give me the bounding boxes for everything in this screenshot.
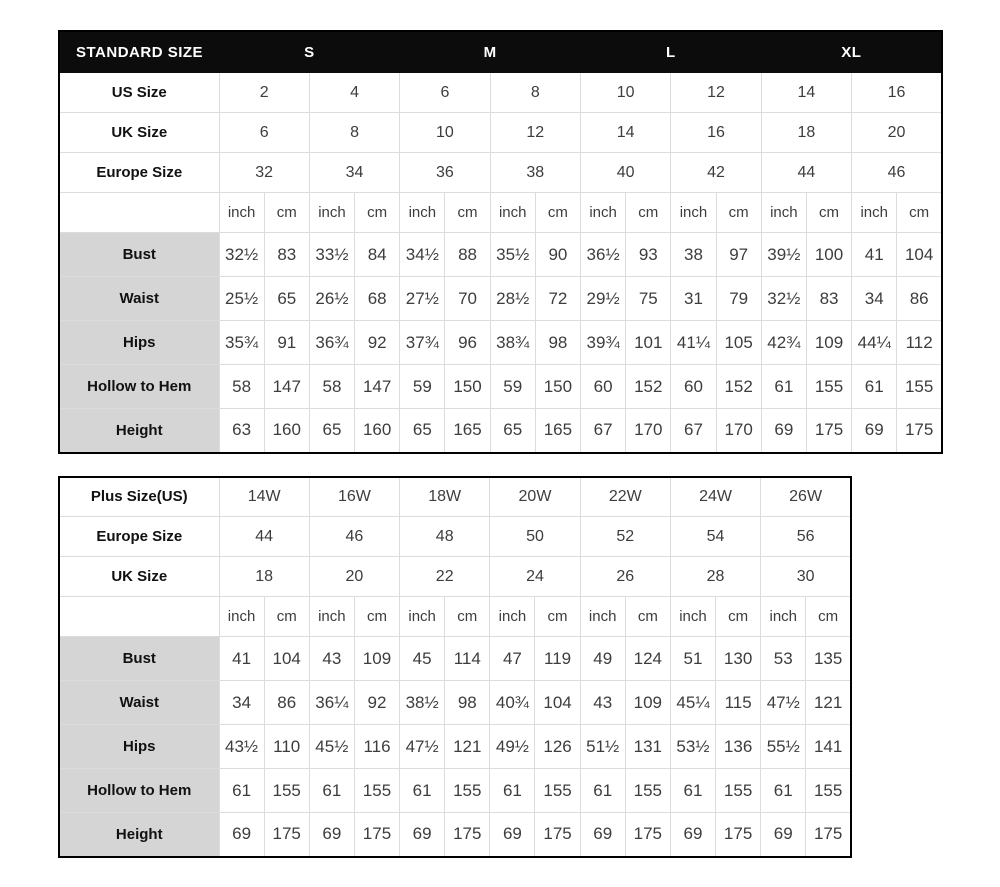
measure-value-cell: 35¾ bbox=[219, 321, 264, 365]
row-label: Waist bbox=[59, 681, 219, 725]
row-label: Hips bbox=[59, 321, 219, 365]
size-value-cell: 20 bbox=[852, 113, 942, 153]
measure-value-cell: 147 bbox=[264, 365, 309, 409]
measure-value-cell: 63 bbox=[219, 409, 264, 453]
unit-header-row bbox=[59, 597, 851, 637]
measure-value-cell: 61 bbox=[400, 769, 445, 813]
measure-value-cell: 36¼ bbox=[309, 681, 354, 725]
size-value-cell: 44 bbox=[219, 517, 309, 557]
inch-unit-header: inch bbox=[852, 193, 897, 233]
measure-value-cell: 60 bbox=[671, 365, 716, 409]
measure-value-cell: 69 bbox=[490, 813, 535, 857]
standard-table-title: STANDARD SIZE bbox=[59, 31, 219, 73]
measure-value-cell: 43 bbox=[309, 637, 354, 681]
size-value-cell: 52 bbox=[580, 517, 670, 557]
measure-value-cell: 155 bbox=[897, 365, 942, 409]
inch-unit-header: inch bbox=[490, 193, 535, 233]
size-value-cell: 18 bbox=[761, 113, 851, 153]
measure-value-cell: 136 bbox=[716, 725, 761, 769]
measure-value-cell: 160 bbox=[264, 409, 309, 453]
measure-value-cell: 175 bbox=[535, 813, 580, 857]
measure-value-cell: 155 bbox=[806, 769, 851, 813]
inch-unit-header: inch bbox=[580, 597, 625, 637]
standard-table-header bbox=[59, 31, 942, 73]
measure-value-cell: 67 bbox=[671, 409, 716, 453]
measure-value-cell: 175 bbox=[806, 409, 851, 453]
cm-unit-header: cm bbox=[806, 597, 851, 637]
measure-value-cell: 41¼ bbox=[671, 321, 716, 365]
measure-value-cell: 130 bbox=[716, 637, 761, 681]
measure-value-cell: 61 bbox=[309, 769, 354, 813]
measure-value-cell: 25½ bbox=[219, 277, 264, 321]
measure-value-cell: 160 bbox=[355, 409, 400, 453]
size-row bbox=[59, 517, 851, 557]
size-value-cell: 18W bbox=[400, 477, 490, 517]
size-value-cell: 10 bbox=[400, 113, 490, 153]
measure-value-cell: 61 bbox=[219, 769, 264, 813]
measure-value-cell: 38¾ bbox=[490, 321, 535, 365]
size-value-cell: 34 bbox=[309, 153, 399, 193]
inch-unit-header: inch bbox=[400, 193, 445, 233]
measure-value-cell: 69 bbox=[852, 409, 897, 453]
unit-header-row bbox=[59, 193, 942, 233]
inch-unit-header: inch bbox=[670, 597, 715, 637]
measure-value-cell: 49 bbox=[580, 637, 625, 681]
cm-unit-header: cm bbox=[264, 597, 309, 637]
measure-value-cell: 61 bbox=[670, 769, 715, 813]
measure-value-cell: 165 bbox=[535, 409, 580, 453]
row-label: Height bbox=[59, 813, 219, 857]
size-value-cell: 14 bbox=[581, 113, 671, 153]
size-row bbox=[59, 153, 942, 193]
measure-value-cell: 165 bbox=[445, 409, 490, 453]
measure-value-cell: 147 bbox=[355, 365, 400, 409]
measure-value-cell: 61 bbox=[761, 769, 806, 813]
cm-unit-header: cm bbox=[626, 193, 671, 233]
measure-value-cell: 88 bbox=[445, 233, 490, 277]
measure-value-cell: 101 bbox=[626, 321, 671, 365]
measure-value-cell: 59 bbox=[490, 365, 535, 409]
cm-unit-header: cm bbox=[355, 193, 400, 233]
measure-value-cell: 59 bbox=[400, 365, 445, 409]
inch-unit-header: inch bbox=[400, 597, 445, 637]
cm-unit-header: cm bbox=[716, 193, 761, 233]
measure-value-cell: 175 bbox=[897, 409, 942, 453]
measure-value-cell: 121 bbox=[806, 681, 851, 725]
size-value-cell: 36 bbox=[400, 153, 490, 193]
size-value-cell: 24W bbox=[670, 477, 760, 517]
inch-unit-header: inch bbox=[219, 193, 264, 233]
measure-value-cell: 29½ bbox=[581, 277, 626, 321]
measure-value-cell: 65 bbox=[309, 409, 354, 453]
size-value-cell: 40 bbox=[581, 153, 671, 193]
size-value-cell: 16 bbox=[671, 113, 761, 153]
size-value-cell: 8 bbox=[490, 73, 580, 113]
measure-row bbox=[59, 725, 851, 769]
cm-unit-header: cm bbox=[535, 597, 580, 637]
size-value-cell: 46 bbox=[852, 153, 942, 193]
cm-unit-header: cm bbox=[806, 193, 851, 233]
measure-value-cell: 114 bbox=[445, 637, 490, 681]
measure-value-cell: 39½ bbox=[761, 233, 806, 277]
measure-value-cell: 65 bbox=[264, 277, 309, 321]
measure-value-cell: 152 bbox=[716, 365, 761, 409]
measure-value-cell: 135 bbox=[806, 637, 851, 681]
measure-value-cell: 34 bbox=[852, 277, 897, 321]
measure-value-cell: 69 bbox=[309, 813, 354, 857]
size-value-cell: 56 bbox=[761, 517, 851, 557]
measure-value-cell: 70 bbox=[445, 277, 490, 321]
measure-value-cell: 60 bbox=[581, 365, 626, 409]
measure-value-cell: 65 bbox=[490, 409, 535, 453]
size-value-cell: 42 bbox=[671, 153, 761, 193]
row-label: Bust bbox=[59, 637, 219, 681]
measure-value-cell: 42¾ bbox=[761, 321, 806, 365]
measure-value-cell: 79 bbox=[716, 277, 761, 321]
measure-value-cell: 96 bbox=[445, 321, 490, 365]
measure-value-cell: 34 bbox=[219, 681, 264, 725]
size-value-cell: 6 bbox=[400, 73, 490, 113]
measure-value-cell: 68 bbox=[355, 277, 400, 321]
size-value-cell: 14 bbox=[761, 73, 851, 113]
size-value-cell: 28 bbox=[670, 557, 760, 597]
size-value-cell: 8 bbox=[309, 113, 399, 153]
measure-value-cell: 53 bbox=[761, 637, 806, 681]
size-row bbox=[59, 557, 851, 597]
cm-unit-header: cm bbox=[264, 193, 309, 233]
plus-size-table bbox=[58, 476, 852, 858]
size-value-cell: 6 bbox=[219, 113, 309, 153]
measure-value-cell: 83 bbox=[264, 233, 309, 277]
measure-value-cell: 104 bbox=[897, 233, 942, 277]
measure-value-cell: 84 bbox=[355, 233, 400, 277]
size-value-cell: 2 bbox=[219, 73, 309, 113]
measure-value-cell: 109 bbox=[806, 321, 851, 365]
cm-unit-header: cm bbox=[445, 193, 490, 233]
measure-value-cell: 43 bbox=[580, 681, 625, 725]
inch-unit-header: inch bbox=[219, 597, 264, 637]
measure-value-cell: 45 bbox=[400, 637, 445, 681]
measure-row bbox=[59, 681, 851, 725]
measure-value-cell: 126 bbox=[535, 725, 580, 769]
measure-value-cell: 45½ bbox=[309, 725, 354, 769]
measure-value-cell: 91 bbox=[264, 321, 309, 365]
measure-value-cell: 124 bbox=[625, 637, 670, 681]
size-value-cell: 44 bbox=[761, 153, 851, 193]
measure-value-cell: 36¾ bbox=[309, 321, 354, 365]
measure-value-cell: 58 bbox=[309, 365, 354, 409]
blank-label-cell bbox=[59, 597, 219, 637]
measure-value-cell: 67 bbox=[581, 409, 626, 453]
row-label: Hollow to Hem bbox=[59, 769, 219, 813]
row-label: UK Size bbox=[59, 113, 219, 153]
measure-value-cell: 33½ bbox=[309, 233, 354, 277]
measure-value-cell: 37¾ bbox=[400, 321, 445, 365]
measure-value-cell: 49½ bbox=[490, 725, 535, 769]
measure-value-cell: 109 bbox=[354, 637, 399, 681]
blank-label-cell bbox=[59, 193, 219, 233]
size-value-cell: 46 bbox=[309, 517, 399, 557]
size-value-cell: 38 bbox=[490, 153, 580, 193]
measure-value-cell: 116 bbox=[354, 725, 399, 769]
measure-value-cell: 131 bbox=[625, 725, 670, 769]
measure-value-cell: 38 bbox=[671, 233, 716, 277]
measure-value-cell: 86 bbox=[264, 681, 309, 725]
cm-unit-header: cm bbox=[897, 193, 942, 233]
measure-value-cell: 115 bbox=[716, 681, 761, 725]
row-label: UK Size bbox=[59, 557, 219, 597]
measure-value-cell: 35½ bbox=[490, 233, 535, 277]
size-value-cell: 32 bbox=[219, 153, 309, 193]
measure-value-cell: 26½ bbox=[309, 277, 354, 321]
measure-value-cell: 110 bbox=[264, 725, 309, 769]
measure-row bbox=[59, 813, 851, 857]
measure-value-cell: 51½ bbox=[580, 725, 625, 769]
measure-value-cell: 92 bbox=[355, 321, 400, 365]
measure-value-cell: 141 bbox=[806, 725, 851, 769]
measure-value-cell: 32½ bbox=[219, 233, 264, 277]
measure-value-cell: 150 bbox=[445, 365, 490, 409]
measure-value-cell: 69 bbox=[219, 813, 264, 857]
measure-value-cell: 155 bbox=[535, 769, 580, 813]
cm-unit-header: cm bbox=[716, 597, 761, 637]
measure-value-cell: 27½ bbox=[400, 277, 445, 321]
size-row bbox=[59, 113, 942, 153]
measure-value-cell: 39¾ bbox=[581, 321, 626, 365]
measure-value-cell: 90 bbox=[535, 233, 580, 277]
size-value-cell: 50 bbox=[490, 517, 580, 557]
measure-value-cell: 72 bbox=[535, 277, 580, 321]
measure-value-cell: 97 bbox=[716, 233, 761, 277]
size-row bbox=[59, 73, 942, 113]
measure-value-cell: 47½ bbox=[761, 681, 806, 725]
row-label: Plus Size(US) bbox=[59, 477, 219, 517]
row-label: Height bbox=[59, 409, 219, 453]
measure-value-cell: 47 bbox=[490, 637, 535, 681]
measure-value-cell: 47½ bbox=[400, 725, 445, 769]
measure-value-cell: 36½ bbox=[581, 233, 626, 277]
cm-unit-header: cm bbox=[535, 193, 580, 233]
size-value-cell: 14W bbox=[219, 477, 309, 517]
size-group-header: XL bbox=[761, 31, 942, 73]
size-value-cell: 26W bbox=[761, 477, 851, 517]
measure-value-cell: 69 bbox=[400, 813, 445, 857]
size-value-cell: 24 bbox=[490, 557, 580, 597]
measure-value-cell: 58 bbox=[219, 365, 264, 409]
measure-value-cell: 170 bbox=[626, 409, 671, 453]
inch-unit-header: inch bbox=[490, 597, 535, 637]
measure-value-cell: 155 bbox=[354, 769, 399, 813]
measure-value-cell: 152 bbox=[626, 365, 671, 409]
size-value-cell: 26 bbox=[580, 557, 670, 597]
size-value-cell: 54 bbox=[670, 517, 760, 557]
measure-value-cell: 155 bbox=[806, 365, 851, 409]
measure-value-cell: 32½ bbox=[761, 277, 806, 321]
size-value-cell: 12 bbox=[490, 113, 580, 153]
cm-unit-header: cm bbox=[445, 597, 490, 637]
row-label: Europe Size bbox=[59, 153, 219, 193]
size-value-cell: 22W bbox=[580, 477, 670, 517]
measure-row bbox=[59, 637, 851, 681]
measure-value-cell: 38½ bbox=[400, 681, 445, 725]
size-value-cell: 16W bbox=[309, 477, 399, 517]
measure-row bbox=[59, 233, 942, 277]
measure-value-cell: 175 bbox=[806, 813, 851, 857]
measure-value-cell: 104 bbox=[535, 681, 580, 725]
measure-value-cell: 53½ bbox=[670, 725, 715, 769]
row-label: Hollow to Hem bbox=[59, 365, 219, 409]
size-group-header: S bbox=[219, 31, 400, 73]
measure-value-cell: 41 bbox=[852, 233, 897, 277]
inch-unit-header: inch bbox=[761, 193, 806, 233]
row-label: Bust bbox=[59, 233, 219, 277]
inch-unit-header: inch bbox=[761, 597, 806, 637]
size-value-cell: 10 bbox=[581, 73, 671, 113]
size-value-cell: 22 bbox=[400, 557, 490, 597]
measure-value-cell: 69 bbox=[670, 813, 715, 857]
measure-value-cell: 69 bbox=[580, 813, 625, 857]
row-label: Europe Size bbox=[59, 517, 219, 557]
measure-value-cell: 155 bbox=[445, 769, 490, 813]
measure-value-cell: 175 bbox=[354, 813, 399, 857]
row-label: US Size bbox=[59, 73, 219, 113]
measure-value-cell: 61 bbox=[490, 769, 535, 813]
measure-value-cell: 175 bbox=[625, 813, 670, 857]
size-value-cell: 18 bbox=[219, 557, 309, 597]
measure-value-cell: 75 bbox=[626, 277, 671, 321]
inch-unit-header: inch bbox=[581, 193, 626, 233]
measure-value-cell: 28½ bbox=[490, 277, 535, 321]
measure-value-cell: 44¼ bbox=[852, 321, 897, 365]
measure-value-cell: 65 bbox=[400, 409, 445, 453]
measure-value-cell: 61 bbox=[852, 365, 897, 409]
measure-value-cell: 98 bbox=[535, 321, 580, 365]
standard-size-table bbox=[58, 30, 943, 454]
measure-value-cell: 150 bbox=[535, 365, 580, 409]
inch-unit-header: inch bbox=[671, 193, 716, 233]
cm-unit-header: cm bbox=[354, 597, 399, 637]
measure-value-cell: 155 bbox=[264, 769, 309, 813]
size-value-cell: 12 bbox=[671, 73, 761, 113]
measure-value-cell: 61 bbox=[580, 769, 625, 813]
measure-value-cell: 170 bbox=[716, 409, 761, 453]
measure-value-cell: 93 bbox=[626, 233, 671, 277]
inch-unit-header: inch bbox=[309, 597, 354, 637]
measure-value-cell: 51 bbox=[670, 637, 715, 681]
measure-value-cell: 55½ bbox=[761, 725, 806, 769]
measure-value-cell: 40¾ bbox=[490, 681, 535, 725]
size-group-header: L bbox=[581, 31, 762, 73]
measure-value-cell: 34½ bbox=[400, 233, 445, 277]
inch-unit-header: inch bbox=[309, 193, 354, 233]
size-row bbox=[59, 477, 851, 517]
measure-value-cell: 175 bbox=[716, 813, 761, 857]
measure-value-cell: 105 bbox=[716, 321, 761, 365]
measure-value-cell: 112 bbox=[897, 321, 942, 365]
measure-value-cell: 92 bbox=[354, 681, 399, 725]
measure-value-cell: 69 bbox=[761, 813, 806, 857]
measure-row bbox=[59, 769, 851, 813]
measure-value-cell: 41 bbox=[219, 637, 264, 681]
size-value-cell: 16 bbox=[852, 73, 942, 113]
size-value-cell: 30 bbox=[761, 557, 851, 597]
measure-value-cell: 155 bbox=[625, 769, 670, 813]
measure-value-cell: 119 bbox=[535, 637, 580, 681]
measure-row bbox=[59, 321, 942, 365]
measure-value-cell: 175 bbox=[264, 813, 309, 857]
row-label: Waist bbox=[59, 277, 219, 321]
measure-value-cell: 45¼ bbox=[670, 681, 715, 725]
measure-row bbox=[59, 365, 942, 409]
size-group-header: M bbox=[400, 31, 581, 73]
size-value-cell: 20W bbox=[490, 477, 580, 517]
measure-value-cell: 100 bbox=[806, 233, 851, 277]
row-label: Hips bbox=[59, 725, 219, 769]
measure-value-cell: 98 bbox=[445, 681, 490, 725]
measure-value-cell: 61 bbox=[761, 365, 806, 409]
measure-value-cell: 83 bbox=[806, 277, 851, 321]
size-value-cell: 4 bbox=[309, 73, 399, 113]
size-value-cell: 20 bbox=[309, 557, 399, 597]
measure-value-cell: 86 bbox=[897, 277, 942, 321]
measure-value-cell: 155 bbox=[716, 769, 761, 813]
measure-row bbox=[59, 409, 942, 453]
measure-value-cell: 109 bbox=[625, 681, 670, 725]
size-value-cell: 48 bbox=[400, 517, 490, 557]
cm-unit-header: cm bbox=[625, 597, 670, 637]
measure-value-cell: 69 bbox=[761, 409, 806, 453]
measure-value-cell: 121 bbox=[445, 725, 490, 769]
measure-value-cell: 104 bbox=[264, 637, 309, 681]
measure-value-cell: 31 bbox=[671, 277, 716, 321]
measure-value-cell: 43½ bbox=[219, 725, 264, 769]
measure-value-cell: 175 bbox=[445, 813, 490, 857]
measure-row bbox=[59, 277, 942, 321]
